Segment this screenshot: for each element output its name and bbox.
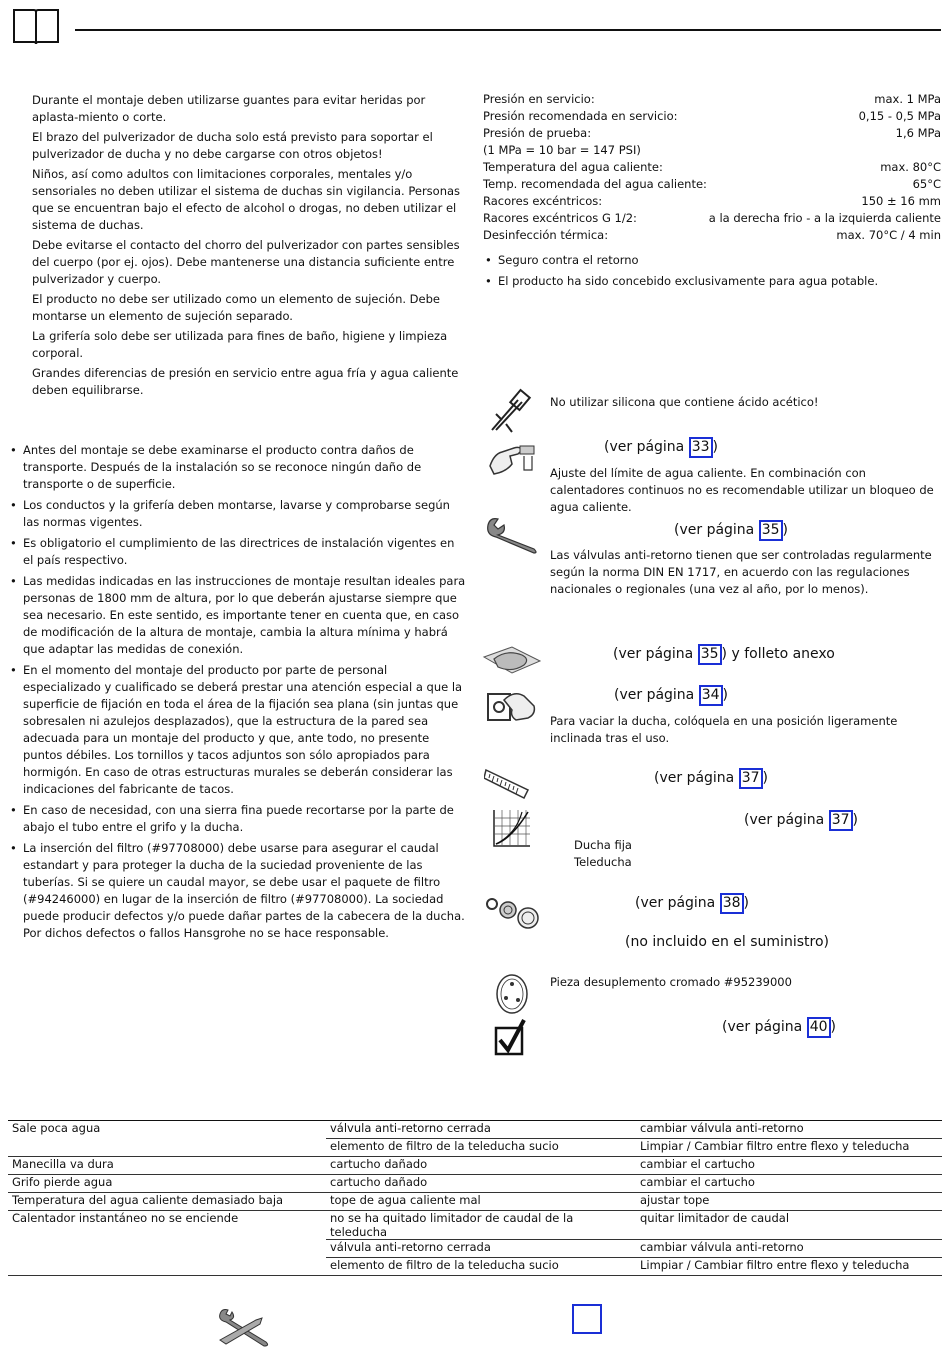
not-included: (no incluido en el suministro) <box>625 934 829 950</box>
page-link[interactable]: 37 <box>739 768 763 789</box>
limit-text: Ajuste del límite de agua caliente. En combinación con calentadores continuos no es recomendable utilizar un bloqueo de agua caliente. <box>550 466 934 514</box>
cause-cell: cartucho dañado <box>326 1175 636 1193</box>
page-ref <box>722 1017 836 1038</box>
remedy-cell: cambiar el cartucho <box>636 1175 942 1193</box>
cause-cell: elemento de filtro de la teleducha sucio <box>326 1258 636 1276</box>
spec-label: Desinfección térmica: <box>483 228 609 242</box>
problem-cell: Sale poca agua <box>8 1121 326 1139</box>
installation-note: • En caso de necesidad, con una sierra fina puede recortarse por la parte de abajo el tubo entre el grifo y la ducha. <box>10 802 467 836</box>
remedy-cell: Limpiar / Cambiar filtro entre flexo y teleducha <box>636 1258 942 1276</box>
safety-note: Debe evitarse el contacto del chorro del pulverizador con partes sensibles del cuerpo (por ej. ojos). Debe mantenerse una distancia suficiente entre pulverizador y cuerpo. <box>32 238 460 286</box>
spec-bullet: • Seguro contra el retorno <box>485 252 941 269</box>
parts-icon <box>484 892 542 932</box>
silicone-warning: No utilizar silicona que contiene ácido acético! <box>550 395 819 409</box>
spec-value: max. 1 MPa <box>874 92 941 106</box>
page-link[interactable]: 35 <box>759 520 783 541</box>
page-ref-suffix: ) <box>830 1019 837 1035</box>
spec-row <box>483 125 941 142</box>
remedy-cell: Limpiar / Cambiar filtro entre flexo y teleducha <box>636 1139 942 1157</box>
spec-value: max. 80°C <box>880 160 941 174</box>
hand-shower-label: Teleducha <box>574 855 632 869</box>
page-ref-prefix: (ver página <box>613 646 698 662</box>
cause-cell: no se ha quitado limitador de caudal de la teleducha <box>326 1211 636 1240</box>
problem-cell: Grifo pierde agua <box>8 1175 326 1193</box>
remedy-cell: ajustar tope <box>636 1193 942 1211</box>
valve-text: Las válvulas anti-retorno tienen que ser controladas regularmente según la norma DIN EN 1717, en acuerdo con las regulaciones nacionales o regionales (una vez al año, por lo menos). <box>550 548 932 596</box>
spec-value: 1,6 MPa <box>895 126 941 140</box>
safety-notes <box>32 92 466 402</box>
hand-thermostat-icon <box>488 436 536 478</box>
spec-label: (1 MPa = 10 bar = 147 PSI) <box>483 143 641 157</box>
drain-hand-icon <box>484 686 538 726</box>
page-ref-suffix: ) <box>782 522 789 538</box>
installation-note: • Es obligatorio el cumplimiento de las directrices de instalación vigentes en el país respectivo. <box>10 535 467 569</box>
installation-notes <box>10 442 467 946</box>
page-ref-suffix: ) <box>852 812 859 828</box>
silicone-gun-icon <box>488 386 532 434</box>
spec-row <box>483 91 941 108</box>
spec-label: Presión en servicio: <box>483 92 595 106</box>
spec-label: Racores excéntricos G 1/2: <box>483 211 637 225</box>
spec-bullet: • El producto ha sido concebido exclusivamente para agua potable. <box>485 273 941 290</box>
page-link[interactable]: 35 <box>698 644 722 665</box>
page-ref-suffix: ) y folleto anexo <box>721 646 835 662</box>
table-row <box>8 1258 942 1276</box>
cause-cell: válvula anti-retorno cerrada <box>326 1121 636 1139</box>
table-row <box>8 1240 942 1258</box>
page-ref-prefix: (ver página <box>635 895 720 911</box>
spec-row <box>483 210 941 227</box>
tools-icon <box>216 1306 274 1348</box>
table-row <box>8 1211 942 1240</box>
page-ref-prefix: (ver página <box>722 1019 807 1035</box>
safety-note: La grifería solo debe ser utilizada para fines de baño, higiene y limpieza corporal. <box>32 329 448 360</box>
remedy-cell: cambiar válvula anti-retorno <box>636 1121 942 1139</box>
table-row <box>8 1193 942 1211</box>
troubleshooting-table <box>8 1120 942 1276</box>
table-row <box>8 1175 942 1193</box>
header-rule <box>75 29 941 31</box>
table-row <box>8 1157 942 1175</box>
page-ref <box>604 437 718 458</box>
page-link[interactable]: 37 <box>829 810 853 831</box>
page-ref <box>635 893 749 914</box>
spec-value: max. 70°C / 4 min <box>836 228 941 242</box>
page-number-box <box>572 1304 602 1334</box>
spec-row <box>483 227 941 244</box>
page-ref <box>674 520 788 541</box>
page-ref-prefix: (ver página <box>654 770 739 786</box>
page-ref-prefix: (ver página <box>604 439 689 455</box>
page-link[interactable]: 34 <box>699 685 723 706</box>
spec-value: 65°C <box>912 177 941 191</box>
safety-note: El producto no debe ser utilizado como un elemento de sujeción. Debe montarse un elemento de sujeción separado. <box>32 292 440 323</box>
replacement-piece: Pieza desuplemento cromado #95239000 <box>550 975 792 989</box>
page-link[interactable]: 38 <box>720 893 744 914</box>
page-ref-suffix: ) <box>762 770 769 786</box>
book-icon <box>12 6 60 46</box>
spec-label: Temperatura del agua caliente: <box>483 160 663 174</box>
page-ref <box>744 810 858 831</box>
safety-note: El brazo del pulverizador de ducha solo está previsto para soportar el pulverizador de ducha y no debe cargarse con otros objetos! <box>32 130 433 161</box>
spec-list <box>483 91 941 294</box>
page-ref-suffix: ) <box>712 439 719 455</box>
page-ref-prefix: (ver página <box>744 812 829 828</box>
spec-label: Racores excéntricos: <box>483 194 603 208</box>
page-ref-suffix: ) <box>743 895 750 911</box>
problem-cell <box>8 1139 326 1157</box>
flow-graph-icon <box>492 808 532 848</box>
table-row <box>8 1121 942 1139</box>
page-ref-prefix: (ver página <box>614 687 699 703</box>
table-row <box>8 1139 942 1157</box>
installation-note: • La inserción del filtro (#97708000) debe usarse para asegurar el caudal estandart y para proteger la ducha de la suciedad proveniente de las tuberías. Si se quiere un caudal mayor, se debe usar el paquete de filtro (#94246000) en lugar de la inserción de filtro (#97708000). La sociedad puede producir defectos y/o puede dañar partes de la cabecera de la ducha. Por dichos defectos o fallos Hansgrohe no se hace responsable. <box>10 840 467 942</box>
spec-value: a la derecha frio - a la izquierda caliente <box>708 211 941 225</box>
fixed-shower-label: Ducha fija <box>574 838 632 852</box>
spec-row <box>483 142 941 159</box>
ruler-icon <box>484 768 530 808</box>
installation-note: • En el momento del montaje del producto por parte de personal especializado y cualificado se deberá prestar una atención especial a que la superficie de fijación en toda el área de la fijación sea plana (sin juntas que sobresalen ni azulejos desplazados), que la estructura de la pared sea adecuada para un montaje del producto y que, ante todo, no presente puntos débiles. Los tornillos y tacos adjuntos son sólo apropiados para hormigón. En caso de otras estructuras murales se deberán considerar las indicaciones del fabricante de tacos. <box>10 662 467 798</box>
problem-cell <box>8 1258 326 1276</box>
problem-cell: Manecilla va dura <box>8 1157 326 1175</box>
cover-plate-icon <box>494 972 530 1016</box>
installation-note: • Los conductos y la grifería deben montarse, lavarse y comprobarse según las normas vigentes. <box>10 497 467 531</box>
spec-label: Temp. recomendada del agua caliente: <box>483 177 707 191</box>
page-link[interactable]: 40 <box>807 1017 831 1038</box>
remedy-cell: quitar limitador de caudal <box>636 1211 942 1240</box>
spec-label: Presión de prueba: <box>483 126 592 140</box>
page-link[interactable]: 33 <box>689 437 713 458</box>
safety-note: Niños, así como adultos con limitaciones corporales, mentales y/o sensoriales no deben utilizar el sistema de duchas sin vigilancia. Personas que se encuentran bajo el efecto de alcohol o drogas, no deben utilizar el sistema de duchas. <box>32 167 461 232</box>
spec-row <box>483 108 941 125</box>
installation-note: • Antes del montaje se debe examinarse el producto contra daños de transporte. Después de la instalación so se reconoce ningún daño de transporte o de superficie. <box>10 442 467 493</box>
remedy-cell: cambiar válvula anti-retorno <box>636 1240 942 1258</box>
page-ref-suffix: ) <box>722 687 729 703</box>
spec-label: Presión recomendada en servicio: <box>483 109 678 123</box>
safety-note: Durante el montaje deben utilizarse guantes para evitar heridas por aplasta-miento o corte. <box>32 93 426 124</box>
safety-note: Grandes diferencias de presión en servicio entre agua fría y agua caliente deben equilibrarse. <box>32 366 459 397</box>
spec-row <box>483 193 941 210</box>
cause-cell: válvula anti-retorno cerrada <box>326 1240 636 1258</box>
page-ref <box>613 644 835 665</box>
checkmark-icon <box>494 1018 528 1058</box>
problem-cell: Temperatura del agua caliente demasiado baja <box>8 1193 326 1211</box>
drain-text: Para vaciar la ducha, colóquela en una posición ligeramente inclinada tras el uso. <box>550 714 898 745</box>
spec-row <box>483 176 941 193</box>
problem-cell <box>8 1240 326 1258</box>
cause-cell: elemento de filtro de la teleducha sucio <box>326 1139 636 1157</box>
cause-cell: tope de agua caliente mal <box>326 1193 636 1211</box>
page-ref-prefix: (ver página <box>674 522 759 538</box>
remedy-cell: cambiar el cartucho <box>636 1157 942 1175</box>
installation-note: • Las medidas indicadas en las instrucciones de montaje resultan ideales para personas de 1800 mm de altura, por lo que deberán ajustarse siempre que sea necesario. En este sentido, es importante tener en cuenta que, en caso de modificación de la altura de montaje, cambia la altura mínima y habrá que adaptar las medidas de conexión. <box>10 573 467 658</box>
wrench-icon <box>484 515 542 555</box>
spec-value: 0,15 - 0,5 MPa <box>858 109 941 123</box>
spec-row <box>483 159 941 176</box>
problem-cell: Calentador instantáneo no se enciende <box>12 1211 239 1225</box>
page-ref <box>614 685 728 706</box>
spec-value: 150 ± 16 mm <box>861 194 941 208</box>
cleaning-cloth-icon <box>482 643 542 681</box>
cause-cell: cartucho dañado <box>326 1157 636 1175</box>
page-ref <box>654 768 768 789</box>
